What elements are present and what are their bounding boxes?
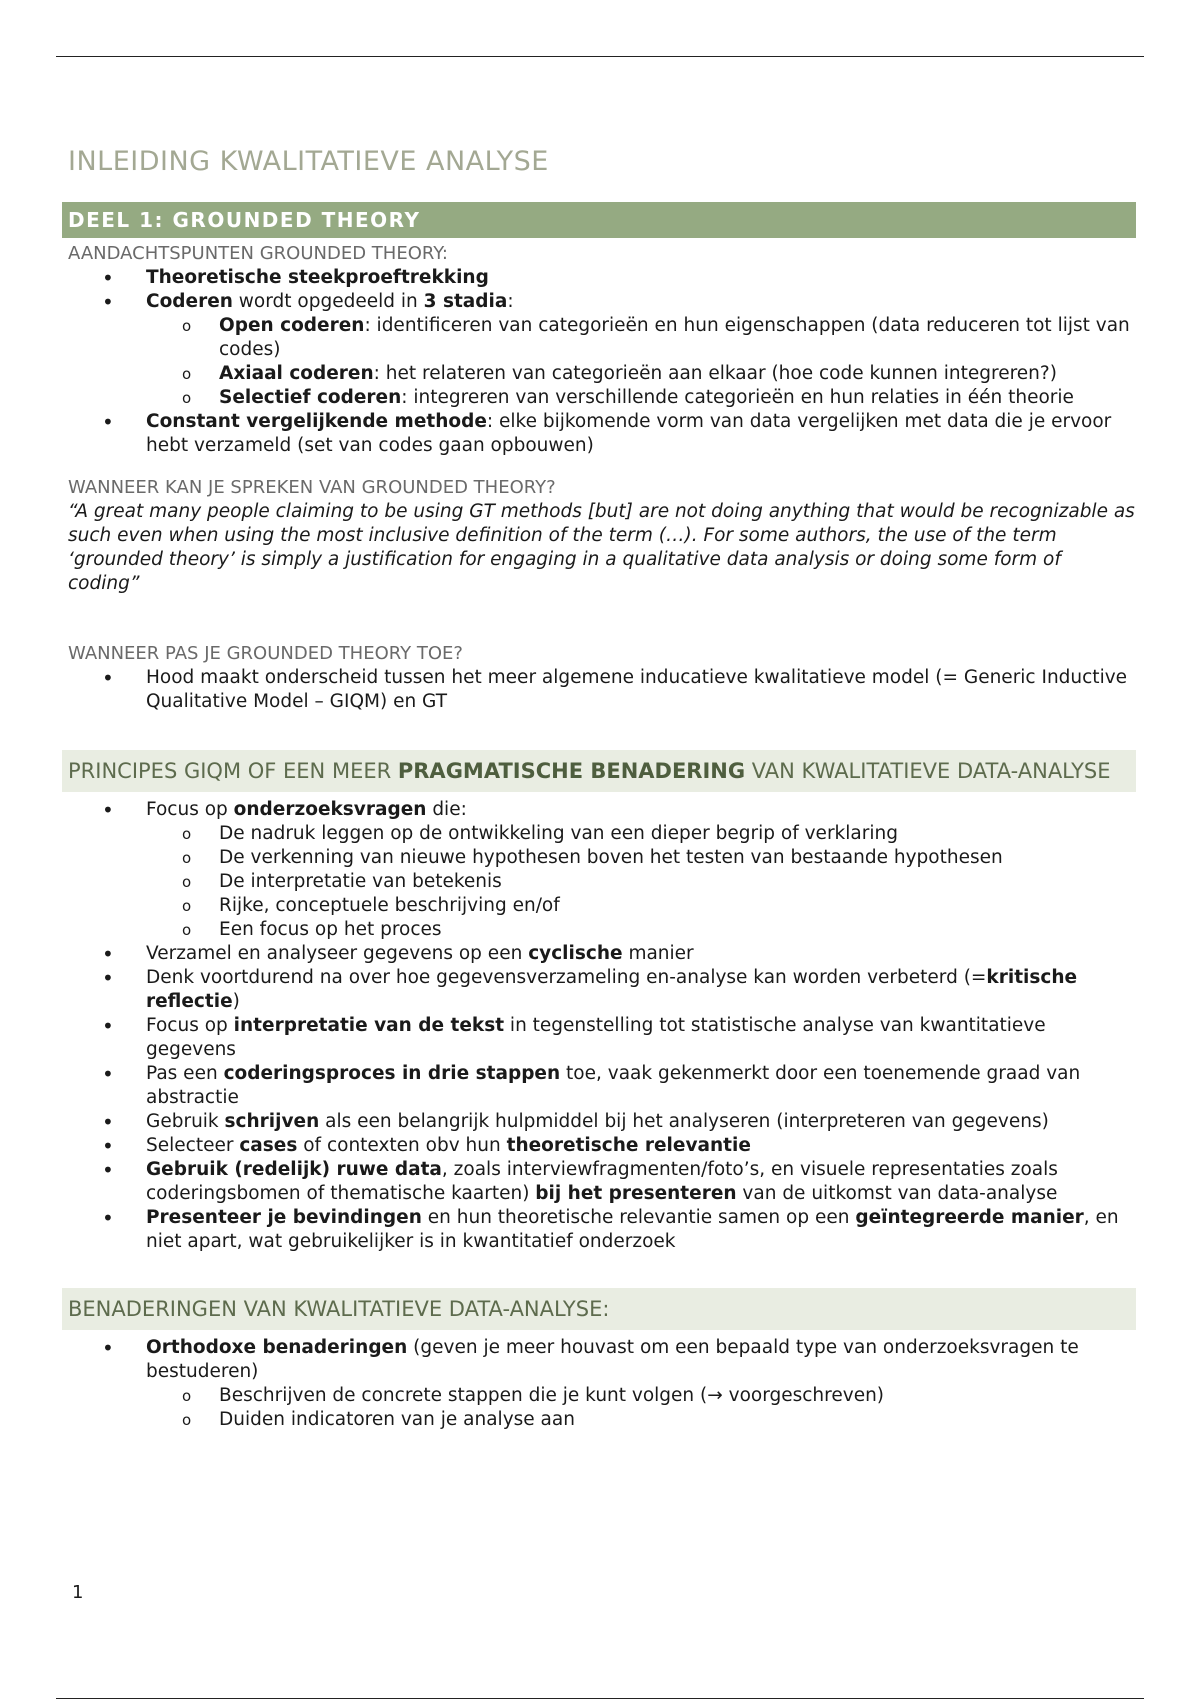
list-item: • Presenteer je bevindingen en hun theoretische relevantie samen op een geïntegreerde manier, en niet apart, wat gebruikelijker is in kwantitatief onderzoek: [68, 1206, 1136, 1254]
section-heading-principles: PRINCIPES GIQM OF EEN MEER PRAGMATISCHE BENADERING VAN KWALITATIEVE DATA-ANALYSE: [62, 750, 1136, 792]
sub-list-item: o De nadruk leggen op de ontwikkeling van een dieper begrip of verklaring: [68, 822, 1136, 846]
list-item: • Focus op onderzoeksvragen die: o De nadruk leggen op de ontwikkeling van een dieper begrip of verklaring o De verkenning van nieuwe hypothesen boven het testen van bestaande hypothesen o De interpretatie van betekenis o Rijke, conceptuele beschrijving en/of o Een focus op het proces: [68, 798, 1136, 942]
quote-text: “A great many people claiming to be using GT methods [but] are not doing anything that would be recognizable as such even when using the most inclusive definition of the term (…). For some authors, the use of the term ‘grounded theory’ is simply a justification for engaging in a qualitative data analysis or doing some form of coding”: [68, 501, 1135, 594]
sub-list-item: o Selectief coderen: integreren van verschillende categorieën en hun relaties in één theorie: [68, 386, 1136, 410]
footer-rule: [56, 1698, 1144, 1699]
section-heading-part1: DEEL 1: GROUNDED THEORY: [62, 202, 1136, 238]
list-item: • Verzamel en analyseer gegevens op een cyclische manier: [68, 942, 1136, 966]
sub-list-item: o Een focus op het proces: [68, 918, 1136, 942]
sub-list-item: o Rijke, conceptuele beschrijving en/of: [68, 894, 1136, 918]
list-item: • Focus op interpretatie van de tekst in tegenstelling tot statistische analyse van kwantitatieve gegevens: [68, 1014, 1136, 1062]
list-item: • Gebruik (redelijk) ruwe data, zoals interviewfragmenten/foto’s, en visuele representaties zoals coderingsbomen of thematische kaarten) bij het presenteren van de uitkomst van data-analyse: [68, 1158, 1136, 1206]
sub-list-item: o De interpretatie van betekenis: [68, 870, 1136, 894]
document-page: [68, 142, 1136, 1432]
list-item: • Theoretische steekproeftrekking: [68, 266, 1136, 290]
sub-list-item: o Beschrijven de concrete stappen die je kunt volgen (→ voorgeschreven): [68, 1384, 1136, 1408]
subheading-when-apply: WANNEER PAS JE GROUNDED THEORY TOE?: [68, 643, 463, 664]
list-item: • Hood maakt onderscheid tussen het meer algemene inducatieve kwalitatieve model (= Generic Inductive Qualitative Model – GIQM) en GT: [68, 666, 1136, 714]
attention-list: [68, 266, 1136, 458]
document-title: INLEIDING KWALITATIEVE ANALYSE: [68, 146, 549, 177]
list-item: • Pas een coderingsproces in drie stappen toe, vaak gekenmerkt door een toenemende graad van abstractie: [68, 1062, 1136, 1110]
sub-list-item: o De verkenning van nieuwe hypothesen boven het testen van bestaande hypothesen: [68, 846, 1136, 870]
sub-list-item: o Duiden indicatoren van je analyse aan: [68, 1408, 1136, 1432]
list-item: • Constant vergelijkende methode: elke bijkomende vorm van data vergelijken met data die je ervoor hebt verzameld (set van codes gaan opbouwen): [68, 410, 1136, 458]
subheading-attention: AANDACHTSPUNTEN GROUNDED THEORY:: [68, 243, 448, 264]
header-rule: [56, 56, 1144, 57]
list-item: • Gebruik schrijven als een belangrijk hulpmiddel bij het analyseren (interpreteren van gegevens): [68, 1110, 1136, 1134]
sub-list-item: o Open coderen: identificeren van categorieën en hun eigenschappen (data reduceren tot lijst van codes): [68, 314, 1136, 362]
list-item: • Coderen wordt opgedeeld in 3 stadia: o Open coderen: identificeren van categorieën en hun eigenschappen (data reduceren tot lijst van codes) o Axiaal coderen: het relateren van categorieën aan elkaar (hoe code kunnen integreren?) o Selectief coderen: integreren van verschillende categorieën en hun relaties in één theorie: [68, 290, 1136, 410]
subheading-when-speak: WANNEER KAN JE SPREKEN VAN GROUNDED THEORY?: [68, 477, 556, 498]
list-item: • Denk voortdurend na over hoe gegevensverzameling en-analyse kan worden verbeterd (=kritische reflectie): [68, 966, 1136, 1014]
list-item: • Orthodoxe benaderingen (geven je meer houvast om een bepaald type van onderzoeksvragen te bestuderen) o Beschrijven de concrete stappen die je kunt volgen (→ voorgeschreven) o Duiden indicatoren van je analyse aan: [68, 1336, 1136, 1432]
principles-list: [68, 798, 1136, 1254]
section-heading-approaches: BENADERINGEN VAN KWALITATIEVE DATA-ANALYSE:: [62, 1288, 1136, 1330]
page-number: 1: [72, 1582, 84, 1603]
approaches-list: [68, 1336, 1136, 1432]
list-item: • Selecteer cases of contexten obv hun theoretische relevantie: [68, 1134, 1136, 1158]
sub-list-item: o Axiaal coderen: het relateren van categorieën aan elkaar (hoe code kunnen integreren?): [68, 362, 1136, 386]
